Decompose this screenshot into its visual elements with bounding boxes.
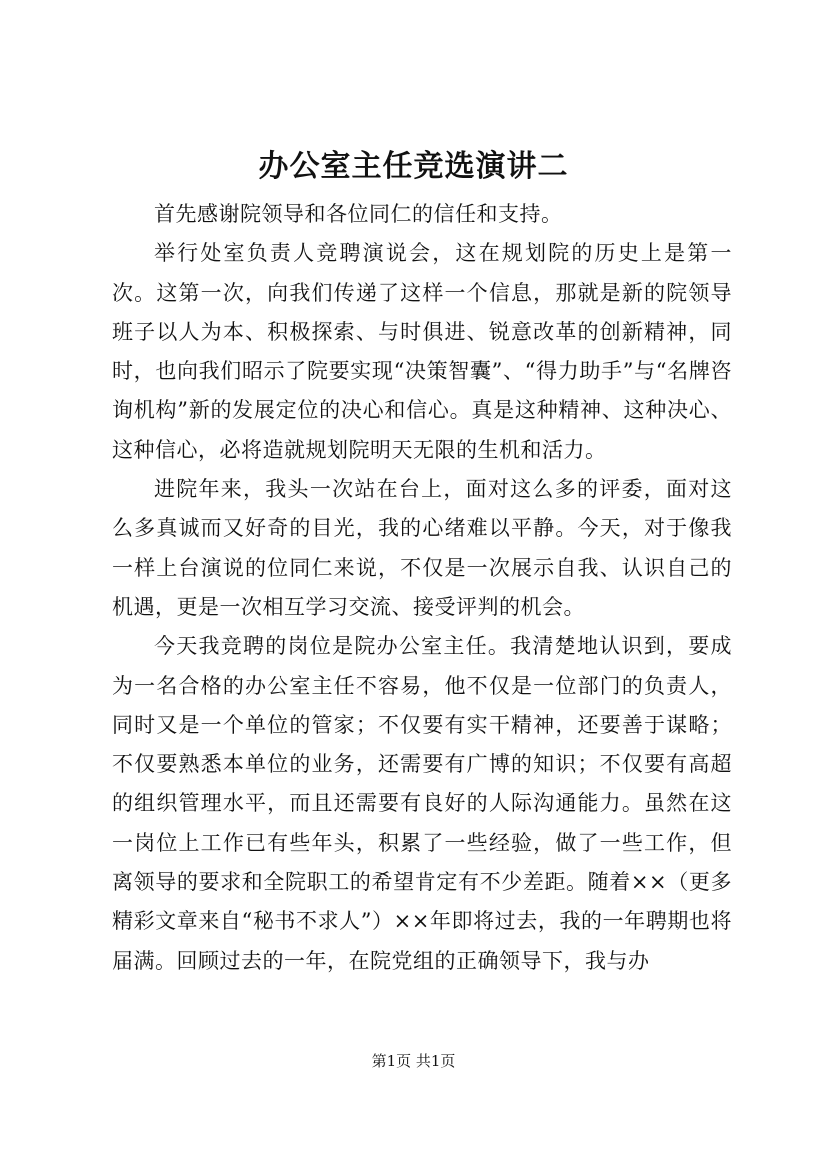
paragraph-4: 今天我竞聘的岗位是院办公室主任。我清楚地认识到，要成为一名合格的办公室主任不容易，他不仅是一位部门的负责人，同时又是一个单位的管家；不仅要有实干精神，还要善于谋略；不仅要熟悉本单位的业务，还需要有广博的知识；不仅要有高超的组织管理水平，而且还需要有良好的人际沟通能力。虽然在这一岗位上工作已有些年头，积累了一些经验，做了一些工作，但离领导的要求和全院职工的希望肯定有不少差距。随着××（更多精彩文章来自“秘书不求人”）××年即将过去，我的一年聘期也将届满。回顾过去的一年，在院党组的正确领导下，我与办 bbox=[112, 634, 732, 973]
page-footer: 第1页 共1页 bbox=[371, 1052, 456, 1070]
document-body bbox=[112, 195, 732, 981]
paragraph-2: 举行处室负责人竞聘演说会，这在规划院的历史上是第一次。这第一次，向我们传递了这样一个信息，那就是新的院领导班子以人为本、积极探索、与时俱进、锐意改革的创新精神，同时，也向我们昭示了院要实现“决策智囊”、“得力助手”与“名牌咨询机构”新的发展定位的决心和信心。真是这种精神、这种决心、这种信心，必将造就规划院明天无限的生机和活力。 bbox=[112, 241, 732, 462]
document-title: 办公室主任竞选演讲二 bbox=[258, 149, 569, 184]
paragraph-1: 首先感谢院领导和各位同仁的信任和支持。 bbox=[154, 202, 563, 226]
paragraph-3: 进院年来，我头一次站在台上，面对这么多的评委，面对这么多真诚而又好奇的目光，我的心绪难以平静。今天，对于像我一样上台演说的位同仁来说，不仅是一次展示自我、认识自己的机遇，更是一次相互学习交流、接受评判的机会。 bbox=[112, 477, 732, 619]
